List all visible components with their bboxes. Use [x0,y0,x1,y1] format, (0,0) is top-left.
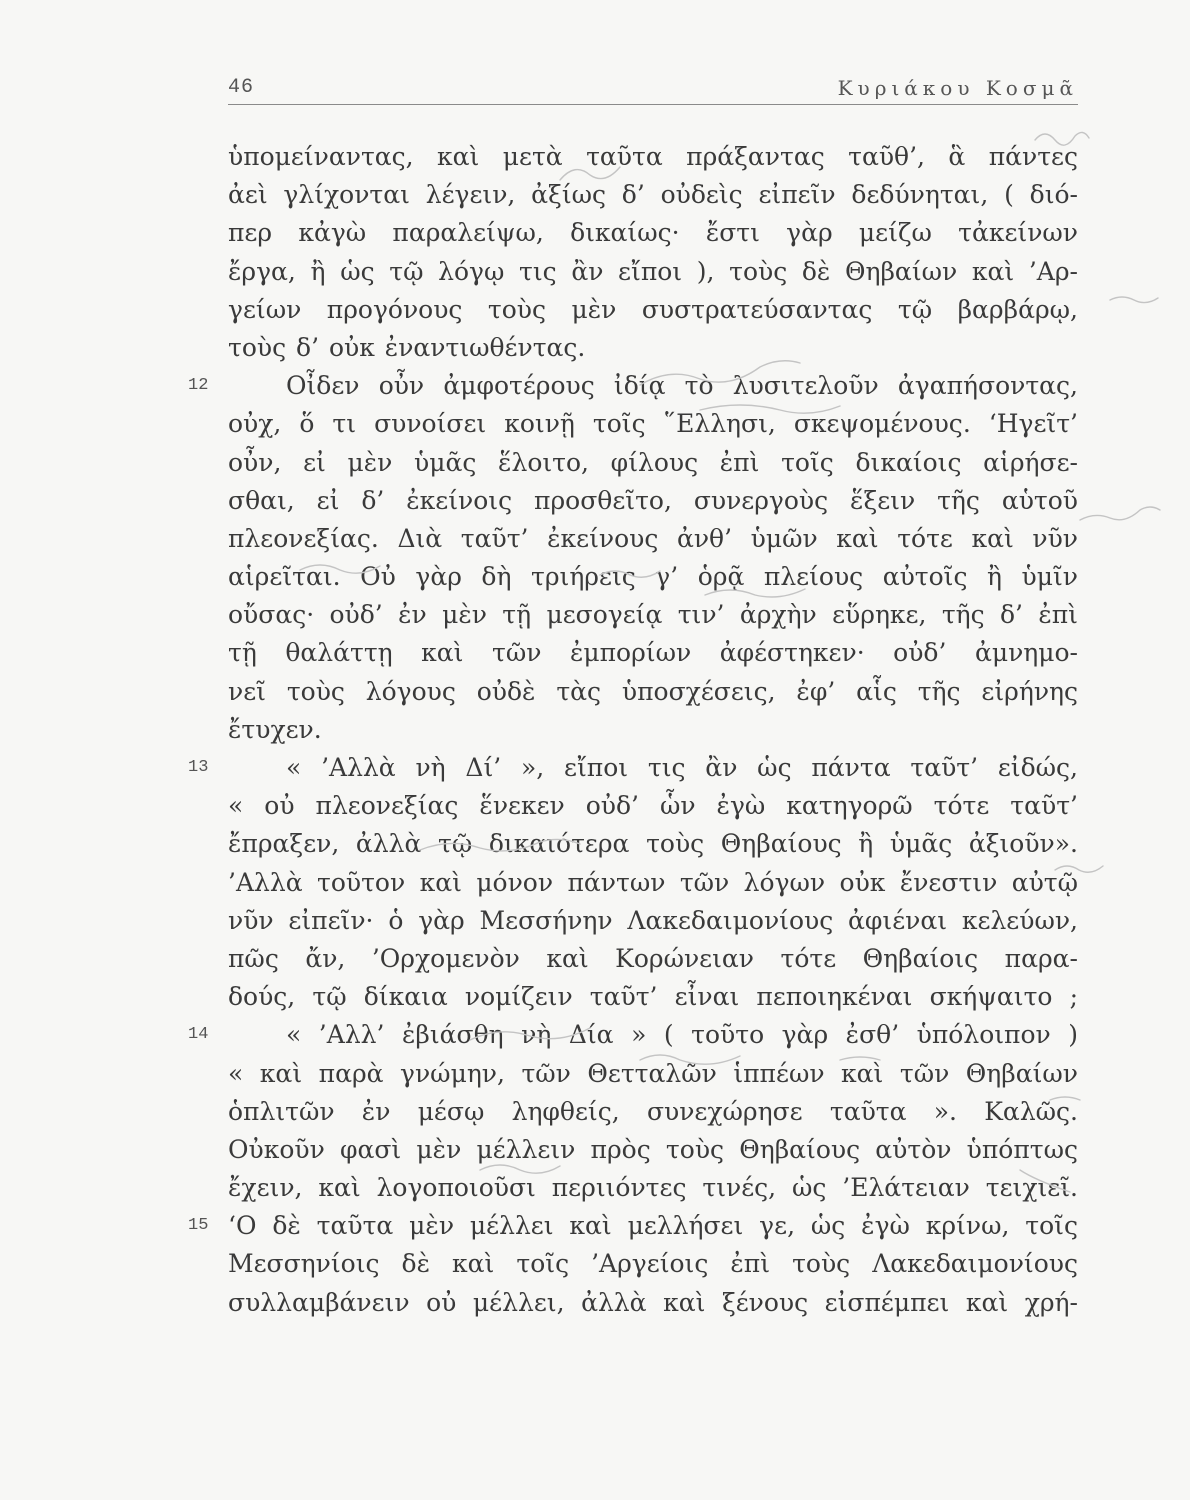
line-text: Οὐκοῦν φασὶ μὲν μέλλειν πρὸς τοὺς Θηβαίους αὐτὸν ὑπόπτως [228,1134,1078,1164]
text-line [228,864,1078,902]
text-line [228,787,1078,825]
page-header [228,76,1078,106]
text-line [228,253,1078,291]
text-line [228,138,1078,176]
line-text: οὔσας· οὐδ’ ἐν μὲν τῇ μεσογείᾳ τιν’ ἀρχὴν εὕρηκε, τῆς δ’ ἐπὶ [228,600,1078,630]
line-text: περ κἀγὼ παραλείψω, δικαίως· ἔστι γὰρ μείζω τἀκείνων [228,218,1078,248]
text-line [228,482,1078,520]
line-text: ὁπλιτῶν ἐν μέσῳ ληφθείς, συνεχώρησε ταῦτα ». Καλῶς. [228,1096,1078,1126]
line-text: αἱρεῖται. Οὐ γὰρ δὴ τριήρεις γ’ ὁρᾷ πλείους αὐτοῖς ἢ ὑμῖν [228,562,1078,592]
text-line [188,367,1078,405]
text-line [228,634,1078,672]
text-line [188,749,1078,787]
line-text: Μεσσηνίοις δὲ καὶ τοῖς ’Αργείοις ἐπὶ τοὺς Λακεδαιμονίους [228,1249,1078,1279]
text-line [228,1169,1078,1207]
text-line [228,1055,1078,1093]
line-text: γείων προγόνους τοὺς μὲν συστρατεύσαντας τῷ βαρβάρῳ, [228,294,1078,324]
text-line [228,902,1078,940]
line-text: δούς, τῷ δίκαια νομίζειν ταῦτ’ εἶναι πεποιηκέναι σκήψαιτο ; [228,982,1078,1012]
line-text: ὑπομείναντας, καὶ μετὰ ταῦτα πράξαντας ταῦθ’, ἃ πάντες [228,142,1078,171]
text-line [228,520,1078,558]
line-text: τοὺς δ’ οὐκ ἐναντιωθέντας. [228,332,586,362]
line-text: οὐχ, ὅ τι συνοίσει κοινῇ τοῖς ῞Ελλησι, σκεψομένους. ‘Ηγεῖτ’ [228,409,1078,439]
line-text: νεῖ τοὺς λόγους οὐδὲ τὰς ὑποσχέσεις, ἐφ’ αἷς τῆς εἰρήνης [228,676,1078,706]
text-line [228,1245,1078,1283]
text-line [228,214,1078,252]
header-rule [228,104,1078,105]
text-line [228,444,1078,482]
line-text: ἔχειν, καὶ λογοποιοῦσι περιιόντες τινές, ὡς ’Ελάτειαν τειχιεῖ. [228,1173,1078,1203]
line-text: τῇ θαλάττῃ καὶ τῶν ἐμπορίων ἀφέστηκεν· οὐδ’ ἀμνημο- [228,638,1078,668]
text-line [228,291,1078,329]
text-line [228,978,1078,1016]
text-line [228,558,1078,596]
line-text: Οἶδεν οὖν ἀμφοτέρους ἰδίᾳ τὸ λυσιτελοῦν ἀγαπήσοντας, [286,371,1078,401]
text-line [228,1131,1078,1169]
text-line [228,405,1078,443]
text-line [228,176,1078,214]
text-line [228,711,1078,749]
text-line [228,596,1078,634]
section-number: 14 [188,1025,209,1045]
line-text: ἔπραξεν, ἀλλὰ τῷ δικαιότερα τοὺς Θηβαίους ἢ ὑμᾶς ἀξιοῦν». [228,829,1078,859]
section-number: 12 [188,376,209,396]
line-text: οὖν, εἰ μὲν ὑμᾶς ἕλοιτο, φίλους ἐπὶ τοῖς δικαίοις αἱρήσε- [228,447,1078,477]
text-line [228,825,1078,863]
text-line [188,1016,1078,1054]
line-text: ἔργα, ἢ ὡς τῷ λόγῳ τις ἂν εἴποι ), τοὺς δὲ Θηβαίων καὶ ’Αρ- [228,256,1078,286]
line-text: ‘Ο δὲ ταῦτα μὲν μέλλει καὶ μελλήσει γε, ὡς ἐγὼ κρίνω, τοῖς [228,1211,1078,1241]
line-text: ἀεὶ γλίχονται λέγειν, ἀξίως δ’ οὐδεὶς εἰπεῖν δεδύνηται, ( διό- [228,180,1078,210]
line-text: συλλαμβάνειν οὐ μέλλει, ἀλλὰ καὶ ξένους εἰσπέμπει καὶ χρή- [228,1287,1078,1317]
page-number: 46 [228,76,255,99]
text-line [188,1207,1078,1245]
text-line [228,1093,1078,1131]
line-text: ’Αλλὰ τοῦτον καὶ μόνον πάντων τῶν λόγων οὐκ ἔνεστιν αὐτῷ [228,867,1078,897]
running-head: Κυριάκου Κοσμᾶ [837,76,1078,100]
line-text: πῶς ἄν, ’Ορχομενὸν καὶ Κορώνειαν τότε Θηβαίοις παρα- [228,943,1078,973]
line-text: πλεονεξίας. Διὰ ταῦτ’ ἐκείνους ἀνθ’ ὑμῶν καὶ τότε καὶ νῦν [228,523,1078,553]
body-text [188,138,1078,1322]
text-line [228,940,1078,978]
text-line [228,329,1078,367]
line-text: « καὶ παρὰ γνώμην, τῶν Θετταλῶν ἱππέων καὶ τῶν Θηβαίων [228,1058,1078,1088]
line-text: « οὐ πλεονεξίας ἕνεκεν οὐδ’ ὧν ἐγὼ κατηγορῶ τότε ταῦτ’ [228,791,1078,821]
line-text: « ’Αλλ’ ἐβιάσθη νὴ Δία » ( τοῦτο γὰρ ἐσθ’ ὑπόλοιπον ) [286,1020,1078,1050]
text-line [228,673,1078,711]
line-text: σθαι, εἰ δ’ ἐκείνοις προσθεῖτο, συνεργοὺς ἕξειν τῆς αὑτοῦ [228,485,1078,515]
section-number: 13 [188,758,209,777]
line-text: νῦν εἰπεῖν· ὁ γὰρ Μεσσήνην Λακεδαιμονίους ἀφιέναι κελεύων, [228,905,1078,935]
line-text: « ’Αλλὰ νὴ Δί’ », εἴποι τις ἂν ὡς πάντα ταῦτ’ εἰδώς, [286,753,1078,782]
text-line [228,1284,1078,1322]
line-text: ἔτυχεν. [228,714,322,744]
section-number: 15 [188,1216,209,1236]
